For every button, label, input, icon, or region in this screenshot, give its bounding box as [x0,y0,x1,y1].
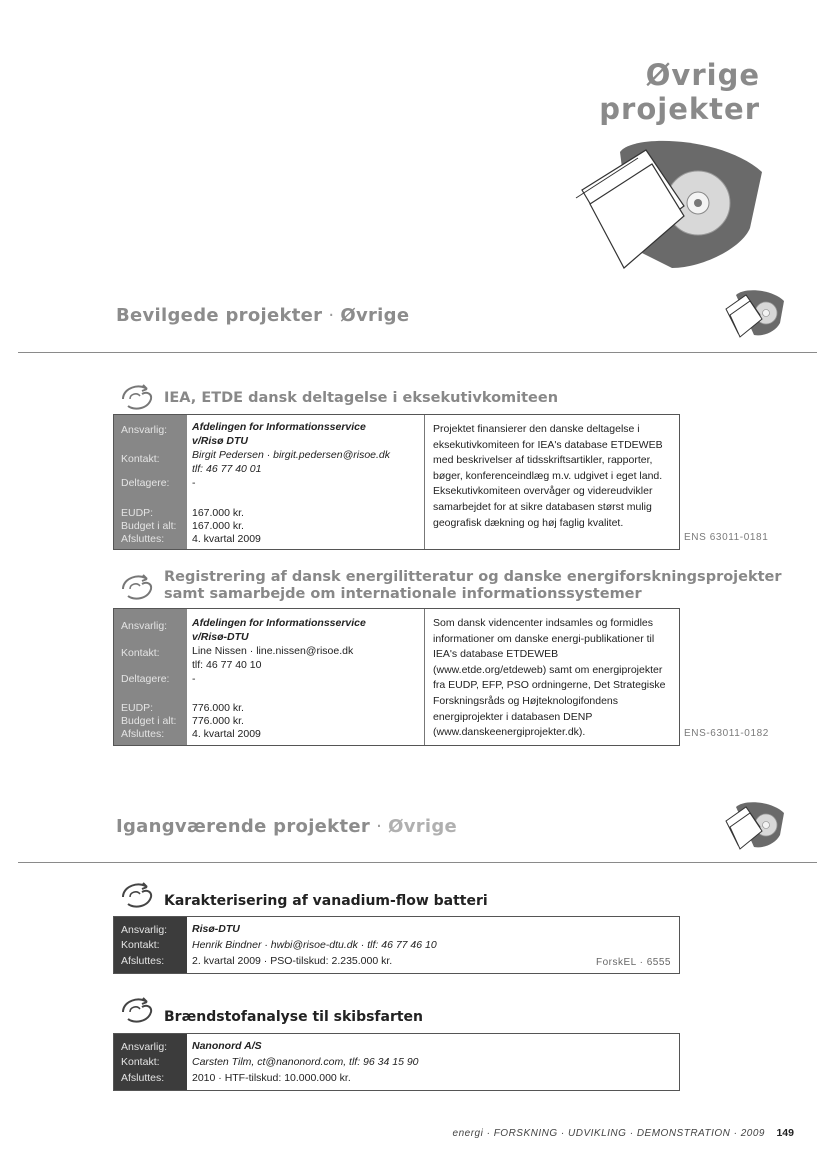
page-footer: energi · FORSKNING · UDVIKLING · DEMONSTRATION · 2009 [452,1128,765,1139]
project-swirl-icon [120,382,154,412]
label-responsible: Ansvarlig: [121,424,168,436]
label-contact: Kontakt: [121,939,160,951]
label-ends: Afsluttes: [121,728,165,740]
budget-value: 167.000 kr. [192,520,244,532]
project-card [113,414,680,550]
eudp-value: 167.000 kr. [192,507,244,519]
label-responsible: Ansvarlig: [121,620,168,632]
label-contact: Kontakt: [121,647,160,659]
section-title: Igangværende projekter [116,816,371,837]
organisation: Afdelingen for Informationsservice [192,421,366,433]
participants-value: - [192,673,196,685]
contact-phone: tlf: 46 77 40 10 [192,659,262,671]
section-subtitle: Øvrige [388,816,458,837]
label-ends: Afsluttes: [121,955,165,967]
column-divider [424,415,425,549]
ends-value: 2010 · HTF-tilskud: 10.000.000 kr. [192,1072,351,1084]
separator: · [328,305,335,326]
folder-cd-small-icon [722,285,786,341]
section-divider [18,862,817,863]
project-swirl-icon [120,572,154,602]
ends-value: 4. kvartal 2009 [192,533,261,545]
project-card [113,1033,680,1091]
organisation: Afdelingen for Informationsservice [192,617,366,629]
section-title: Bevilgede projekter [116,305,323,326]
page-number: 149 [776,1127,794,1139]
organisation-sub: v/Risø DTU [192,435,249,447]
label-ends: Afsluttes: [121,533,165,545]
budget-value: 776.000 kr. [192,715,244,727]
ends-value: 4. kvartal 2009 [192,728,261,740]
organisation: Risø-DTU [192,923,240,935]
organisation-sub: v/Risø-DTU [192,631,249,643]
column-divider [424,609,425,745]
page-title: Øvrige projekter [599,58,760,126]
project-title-line: samt samarbejde om internationale informationssystemer [164,586,642,602]
label-contact: Kontakt: [121,1056,160,1068]
contact-person: Birgit Pedersen · birgit.pedersen@risoe.dk [192,449,391,461]
folder-cd-illustration [572,128,772,280]
project-card [113,916,680,974]
ends-value: 2. kvartal 2009 · PSO-tilskud: 2.235.000 kr. [192,955,393,967]
contact-person: Henrik Bindner · hwbi@risoe-dtu.dk · tlf: 46 77 46 10 [192,939,437,951]
label-responsible: Ansvarlig: [121,924,168,936]
contact-person: Carsten Tilm, ct@nanonord.com, tlf: 96 34 15 90 [192,1056,419,1068]
project-title-line: Registrering af dansk energilitteratur og danske energiforskningsprojekter [164,569,782,585]
project-description: Projektet finansierer den danske deltagelse i eksekutivkomiteen for IEA's database ETDEWEB med beskrivelser af tidsskriftsartikler, rapporter, bøger, konferenceindlæg m.v. udgivet i eget land. Eksekutivkomiteen overvåger og videreudvikler samarbejdet for at sikre databasen størst mulig geografisk dækning og høj faglig kvalitet. [433,423,663,529]
section-subtitle: Øvrige [340,305,410,326]
section-heading-ongoing [116,816,457,837]
section-heading-approved [116,305,409,326]
label-responsible: Ansvarlig: [121,1041,168,1053]
project-code: ENS 63011-0181 [684,532,769,543]
project-title-line: Brændstofanalyse til skibsfarten [164,1009,424,1025]
project-title [164,893,488,910]
label-participants: Deltagere: [121,673,170,685]
label-eudp: EUDP: [121,507,154,519]
project-code: ENS-63011-0182 [684,728,769,739]
label-eudp: EUDP: [121,702,154,714]
organisation: Nanonord A/S [192,1040,262,1052]
participants-value: - [192,477,196,489]
project-code: ForskEL · 6555 [596,957,671,968]
label-budget: Budget i alt: [121,715,177,727]
label-ends: Afsluttes: [121,1072,165,1084]
label-budget: Budget i alt: [121,520,177,532]
project-swirl-icon [120,880,154,910]
project-title-line: IEA, ETDE dansk deltagelse i eksekutivkomiteen [164,390,559,406]
label-participants: Deltagere: [121,477,170,489]
project-card [113,608,680,746]
eudp-value: 776.000 kr. [192,702,244,714]
section-divider [18,352,817,353]
label-contact: Kontakt: [121,453,160,465]
project-title-line: Karakterisering af vanadium-flow batteri [164,893,488,909]
project-title [164,1009,423,1026]
project-swirl-icon [120,995,154,1025]
separator: · [376,816,383,837]
folder-cd-small-icon [722,797,786,853]
project-description: Som dansk videncenter indsamles og formidles informationer om danske energi-publikationer til IEA's database ETDEWEB (www.etde.org/etdeweb) samt om energiprojekter fra EUDP, EFP, PSO ordningerne, Det Strategiske Forskningsråds og Højteknologifondens energiprojekter i databasen DENP (www.danskeenergiprojekter.dk). [433,617,666,739]
contact-person: Line Nissen · line.nissen@risoe.dk [192,645,354,657]
contact-phone: tlf: 46 77 40 01 [192,463,262,475]
project-title [164,569,782,603]
project-title [164,390,558,407]
